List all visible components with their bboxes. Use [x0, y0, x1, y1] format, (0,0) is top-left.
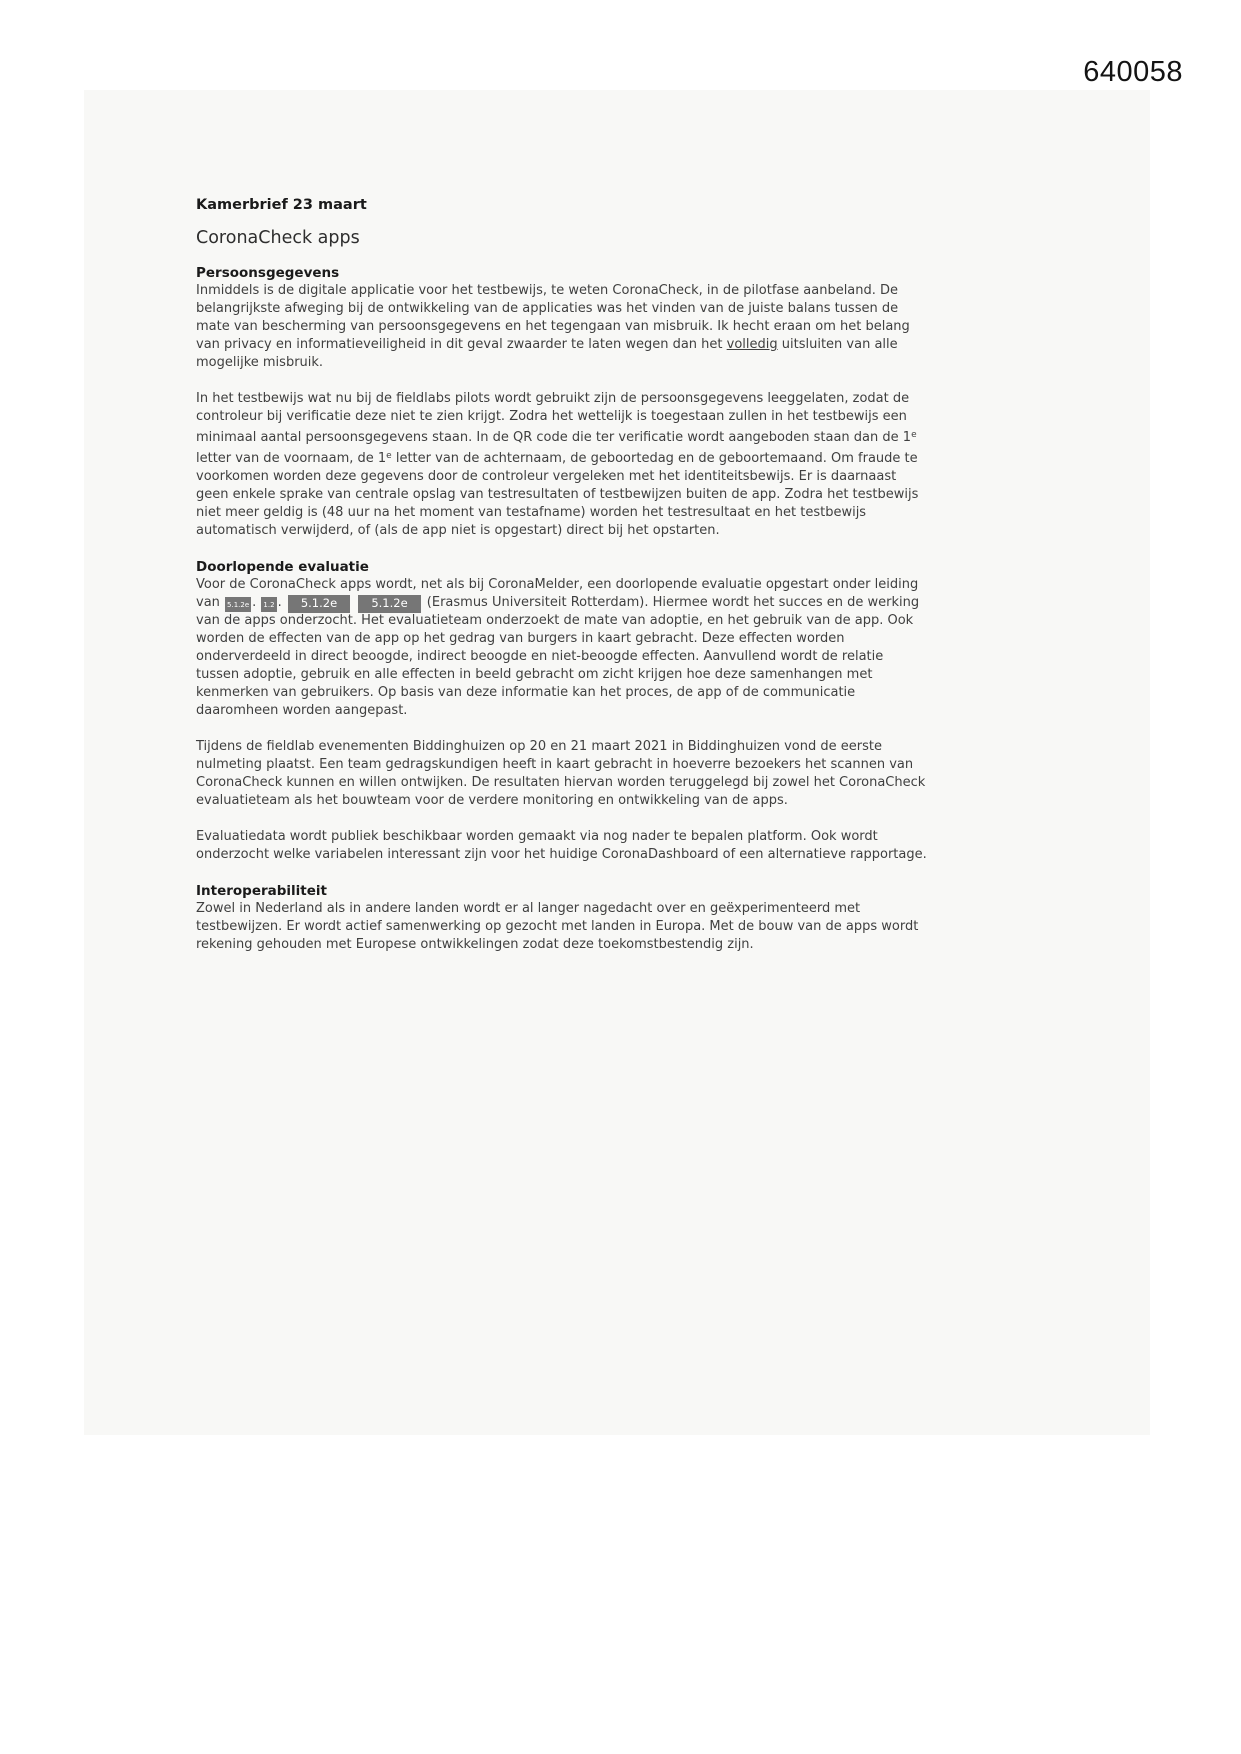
paragraph: Evaluatiedata wordt publiek beschikbaar worden gemaakt via nog nader te bepalen platform. Ook wordt onderzocht welke variabelen interessant zijn voor het huidige CoronaDashboard of een alternatieve rapportage.	[196, 829, 927, 862]
letter-subtitle: CoronaCheck apps	[196, 228, 360, 248]
letter-document	[196, 196, 928, 972]
redaction-box-small: 1.2	[261, 597, 276, 612]
redaction-box-small: 5.1.2e	[225, 597, 251, 612]
section-heading: Interoperabiliteit	[196, 883, 327, 899]
section-heading: Doorlopende evaluatie	[196, 559, 369, 575]
paragraph: Tijdens de fieldlab evenementen Biddinghuizen op 20 en 21 maart 2021 in Biddinghuizen vond de eerste nulmeting plaatst. Een team gedragskundigen heeft in kaart gebracht in hoeverre bezoekers het scannen van CoronaCheck kunnen en willen ontwijken. De resultaten hiervan worden teruggelegd bij zowel het CoronaCheck evaluatieteam als het bouwteam voor de verdere monitoring en ontwikkeling van de apps.	[196, 739, 926, 808]
redaction-box: 5.1.2e	[358, 595, 420, 613]
paragraph: Zowel in Nederland als in andere landen wordt er al langer nagedacht over en geëxperimenteerd met testbewijzen. Er wordt actief samenwerking op gezocht met landen in Europa. Met de bouw van de apps wordt rekening gehouden met Europese ontwikkelingen zodat deze toekomstbestendig zijn.	[196, 901, 919, 952]
superscript: e	[386, 451, 392, 461]
section-persoonsgegevens	[196, 264, 928, 540]
paragraph: Voor de CoronaCheck apps wordt, net als bij CoronaMelder, een doorlopende evaluatie opgestart onder leiding van 5.1.2e . 1.2 . 5.1.2e 5.1.2e (Erasmus Universiteit Rotterdam). Hiermee wordt het succes en de werking van de apps onderzocht. Het evaluatieteam onderzoekt de mate van adoptie, en het gebruik van de app. Ook worden de effecten van de app op het gedrag van burgers in kaart gebracht. Deze effecten worden onderverdeeld in direct beoogde, indirect beoogde en niet-beoogde effecten. Aanvullend wordt de relatie tussen adoptie, gebruik en alle effecten in beeld gebracht om zicht krijgen hoe deze samenhangen met kenmerken van gebruikers. Op basis van deze informatie kan het proces, de app of de communicatie daaromheen worden aangepast.	[196, 577, 920, 718]
section-interoperabiliteit	[196, 882, 928, 954]
paragraph: In het testbewijs wat nu bij de fieldlabs pilots wordt gebruikt zijn de persoonsgegevens leeggelaten, zodat de controleur bij verificatie deze niet te zien krijgt. Zodra het wettelijk is toegestaan zullen in het testbewijs een minimaal aantal persoonsgegevens staan. In de QR code die ter verificatie wordt aangeboden staan dan de 1e letter van de voornaam, de 1e letter van de achternaam, de geboortedag en de geboortemaand. Om fraude te voorkomen worden deze gegevens door de controleur vergeleken met het identiteitsbewijs. Er is daarnaast geen enkele sprake van centrale opslag van testresultaten of testbewijzen buiten de app. Zodra het testbewijs niet meer geldig is (48 uur na het moment van testafname) worden het testresultaat en het testbewijs automatisch verwijderd, of (als de app niet is opgestart) direct bij het opstarten.	[196, 391, 919, 538]
superscript: e	[911, 430, 917, 440]
page-number: 640058	[1083, 56, 1183, 88]
paragraph: Inmiddels is de digitale applicatie voor het testbewijs, te weten CoronaCheck, in de pilotfase aanbeland. De belangrijkste afweging bij de ontwikkeling van de applicaties was het vinden van de juiste balans tussen de mate van bescherming van persoonsgegevens en het tegengaan van misbruik. Ik hecht eraan om het belang van privacy en informatieveiligheid in dit geval zwaarder te laten wegen dan het volledig uitsluiten van alle mogelijke misbruik.	[196, 283, 910, 370]
section-heading: Persoonsgegevens	[196, 265, 340, 281]
section-doorlopende-evaluatie	[196, 558, 928, 864]
redaction-box: 5.1.2e	[288, 595, 350, 613]
letter-title: Kamerbrief 23 maart	[196, 197, 367, 213]
underlined-text: volledig	[726, 337, 778, 352]
